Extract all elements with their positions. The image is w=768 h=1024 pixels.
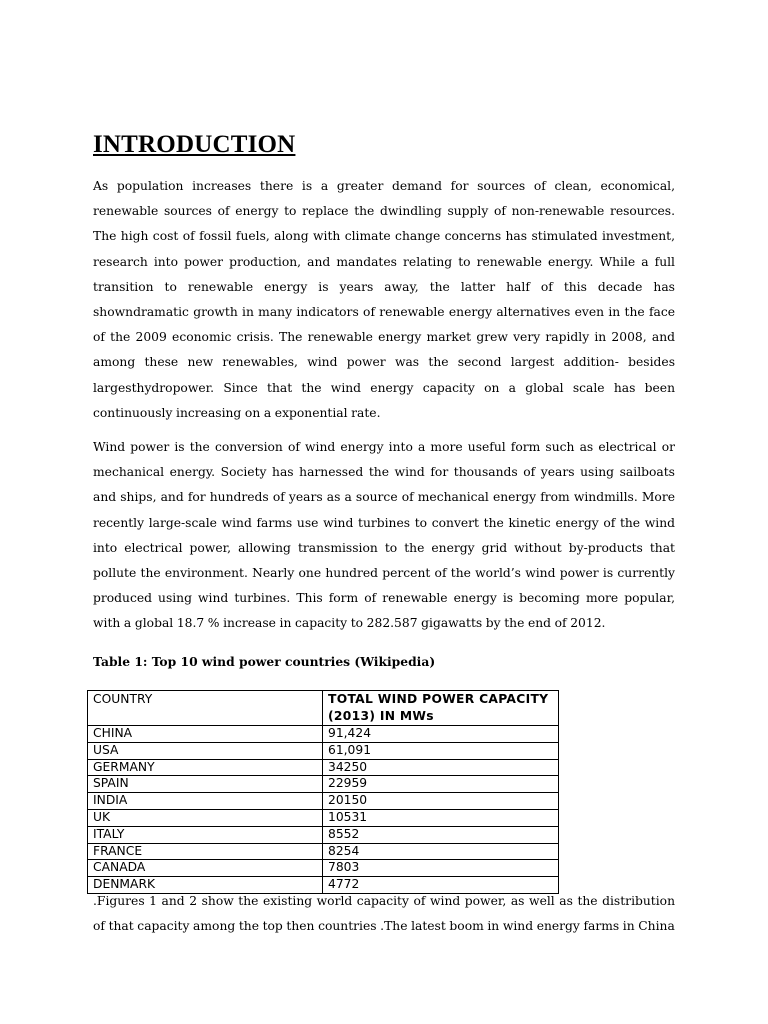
capacity-cell: 8552 — [323, 826, 559, 843]
capacity-cell: 61,091 — [323, 742, 559, 759]
table-row — [88, 726, 559, 743]
header-country: COUNTRY — [88, 691, 323, 726]
country-cell: CANADA — [88, 860, 323, 877]
table-row — [88, 843, 559, 860]
capacity-cell: 4772 — [323, 877, 559, 894]
table-body — [88, 726, 559, 894]
intro-paragraph-1: As population increases there is a greater demand for sources of clean, economical, renewable sources of energy to replace the dwindling supply of non-renewable resources. The high cost of fossil fuels, along with climate change concerns has stimulated investment, research into power production, and mandates relating to renewable energy. While a full transition to renewable energy is years away, the latter half of this decade has showndramatic growth in many indicators of renewable energy alternatives even in the face of the 2009 economic crisis. The renewable energy market grew very rapidly in 2008, and among these new renewables, wind power was the second largest addition- besides largesthydropower. Since that the wind energy capacity on a global scale has been continuously increasing on a exponential rate. — [93, 179, 675, 420]
capacity-cell: 8254 — [323, 843, 559, 860]
table-row — [88, 826, 559, 843]
intro-paragraph-2: Wind power is the conversion of wind energy into a more useful form such as electrical or mechanical energy. Society has harnessed the wind for thousands of years using sailboats and ships, and for hundreds of years as a source of mechanical energy from windmills. More recently large-scale wind farms use wind turbines to convert the kinetic energy of the wind into electrical power, allowing transmission to the energy grid without by-products that pollute the environment. Nearly one hundred percent of the world’s wind power is currently produced using wind turbines. This form of renewable energy is becoming more popular, with a global 18.7 % increase in capacity to 282.587 gigawatts by the end of 2012. — [93, 440, 675, 631]
table-row — [88, 793, 559, 810]
wind-power-table — [87, 690, 559, 894]
country-cell: SPAIN — [88, 776, 323, 793]
table-row — [88, 860, 559, 877]
table-caption: Table 1: Top 10 wind power countries (Wikipedia) — [93, 654, 436, 669]
country-cell: FRANCE — [88, 843, 323, 860]
country-cell: CHINA — [88, 726, 323, 743]
capacity-cell: 20150 — [323, 793, 559, 810]
country-cell: DENMARK — [88, 877, 323, 894]
capacity-cell: 7803 — [323, 860, 559, 877]
section-heading: INTRODUCTION — [93, 131, 296, 158]
table-row — [88, 742, 559, 759]
table-row — [88, 809, 559, 826]
table-header-row — [88, 691, 559, 726]
country-cell: INDIA — [88, 793, 323, 810]
country-cell: ITALY — [88, 826, 323, 843]
table-row — [88, 776, 559, 793]
capacity-cell: 34250 — [323, 759, 559, 776]
country-cell: UK — [88, 809, 323, 826]
capacity-cell: 91,424 — [323, 726, 559, 743]
header-capacity: TOTAL WIND POWER CAPACITY (2013) IN MWs — [323, 691, 559, 726]
country-cell: USA — [88, 742, 323, 759]
closing-paragraph: .Figures 1 and 2 show the existing world capacity of wind power, as well as the distribution of that capacity among the top then countries .The latest boom in wind energy farms in China — [93, 894, 675, 934]
capacity-cell: 22959 — [323, 776, 559, 793]
table-row — [88, 759, 559, 776]
country-cell: GERMANY — [88, 759, 323, 776]
capacity-cell: 10531 — [323, 809, 559, 826]
